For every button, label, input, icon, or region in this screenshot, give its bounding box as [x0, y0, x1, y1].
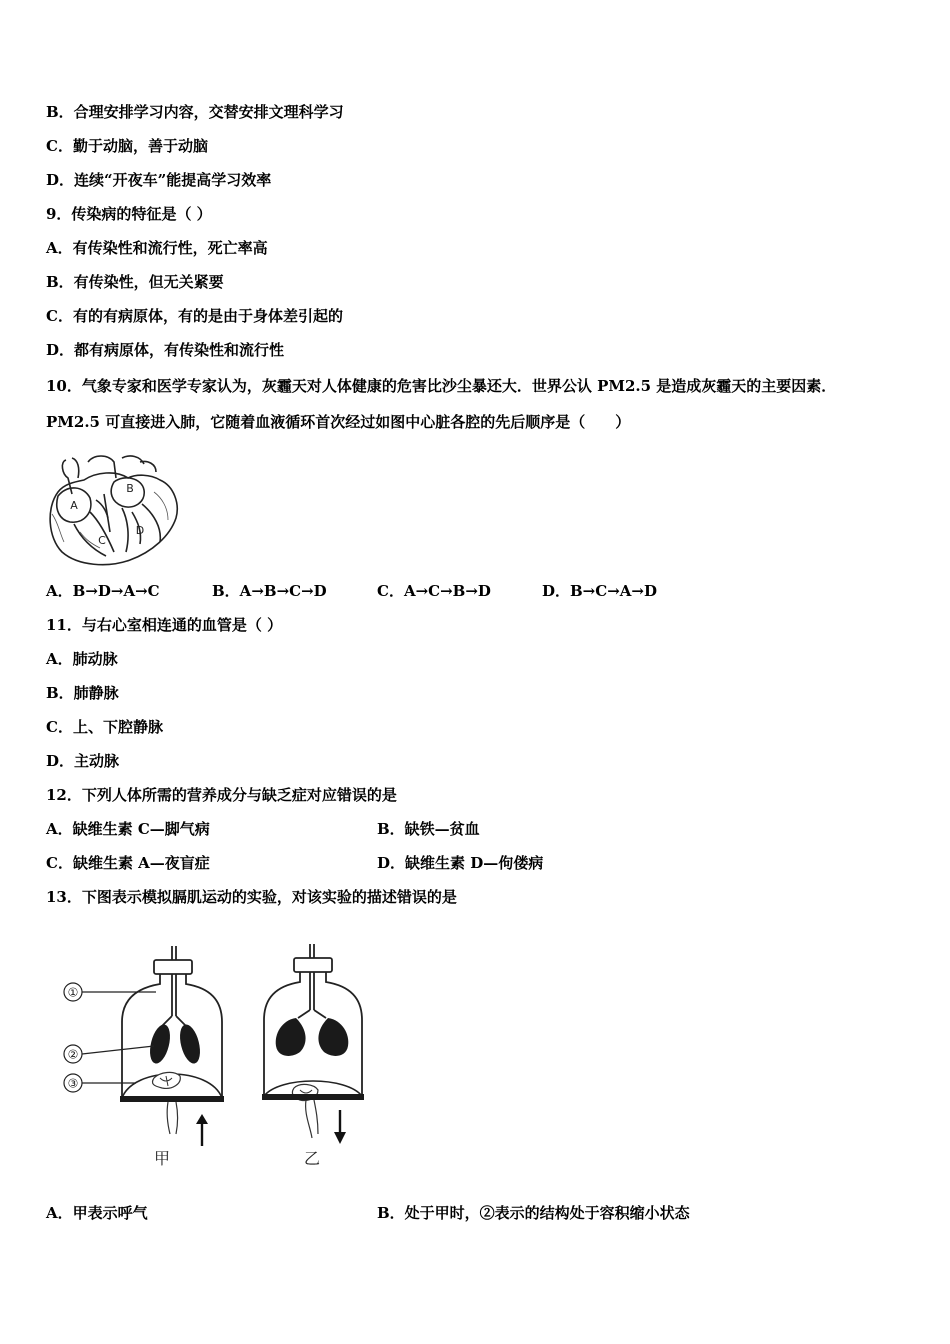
q10-stem-line2: PM2.5 可直接进入肺，它随着血液循环首次经过如图中心脏各腔的先后顺序是（ ）: [46, 413, 631, 431]
q12-stem: 12．下列人体所需的营养成分与缺乏症对应错误的是: [46, 786, 397, 804]
q13-option-b: B．处于甲时，②表示的结构处于容积缩小状态: [377, 1204, 690, 1222]
q11-option-c: C．上、下腔静脉: [46, 718, 163, 736]
q13-stem: 13．下图表示模拟膈肌运动的实验，对该实验的描述错误的是: [46, 888, 457, 906]
q9-option-d: D．都有病原体，有传染性和流行性: [46, 341, 285, 359]
jia-left-balloon: [146, 1022, 173, 1065]
q11-option-b: B．肺静脉: [46, 684, 119, 702]
q9-option-b: B．有传染性，但无关紧要: [46, 273, 224, 291]
heart-label-d: D: [135, 524, 145, 537]
q12-option-b: B．缺铁—贫血: [377, 820, 480, 838]
q10-stem-line1: 10．气象专家和医学专家认为，灰霾天对人体健康的危害比沙尘暴还大．世界公认 PM2.5 是造成灰霾天的主要因素．: [46, 377, 837, 395]
heart-label-a: A: [70, 499, 78, 512]
q8-option-b: B．合理安排学习内容，交替安排文理科学习: [46, 103, 344, 121]
q13-option-a: A．甲表示呼气: [46, 1204, 148, 1222]
diaphragm-model-diagram: [56, 938, 376, 1176]
q10-option-b: B．A→B→C→D: [212, 582, 327, 600]
q13-options-row1: [46, 1203, 906, 1223]
label-3: ③: [67, 1076, 79, 1091]
q11-option-d: D．主动脉: [46, 752, 120, 770]
q12-options-row2: [46, 853, 906, 873]
q12-option-a: A．缺维生素 C—脚气病: [46, 820, 210, 838]
q9-option-c: C．有的有病原体，有的是由于身体差引起的: [46, 307, 343, 325]
label-yi: 乙: [303, 1149, 321, 1168]
q11-stem: 11．与右心室相连通的血管是（ ）: [46, 616, 283, 634]
q9-option-a: A．有传染性和流行性，死亡率高: [46, 239, 268, 257]
q8-option-d: D．连续“开夜车”能提高学习效率: [46, 171, 272, 189]
label-2: ②: [67, 1047, 79, 1062]
yi-right-balloon: [318, 1018, 348, 1056]
label-1: ①: [67, 985, 79, 1000]
heart-diagram: [44, 452, 184, 570]
q10-options: [46, 581, 906, 601]
jia-right-balloon: [176, 1022, 203, 1065]
label-jia: 甲: [153, 1149, 171, 1168]
q8-option-c: C．勤于动脑，善于动脑: [46, 137, 208, 155]
q11-option-a: A．肺动脉: [46, 650, 118, 668]
heart-label-b: B: [126, 482, 134, 495]
q10-option-d: D．B→C→A→D: [542, 582, 657, 600]
heart-label-c: C: [98, 534, 106, 547]
q10-option-c: C．A→C→B→D: [377, 582, 491, 600]
q12-options-row1: [46, 819, 906, 839]
yi-left-balloon: [276, 1018, 306, 1056]
q12-option-d: D．缺维生素 D—佝偻病: [377, 854, 544, 872]
q12-option-c: C．缺维生素 A—夜盲症: [46, 854, 210, 872]
q10-option-a: A．B→D→A→C: [46, 582, 160, 600]
jar-yi: [264, 944, 362, 1096]
q9-stem: 9．传染病的特征是（ ）: [46, 205, 212, 223]
